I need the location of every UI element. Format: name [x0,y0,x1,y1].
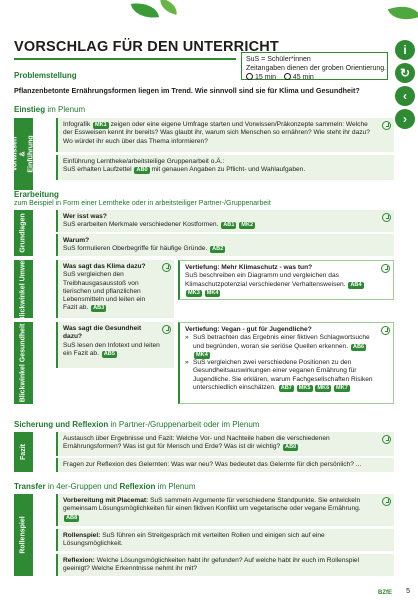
rollenspiel-label [14,494,33,576]
grundlagen-label [14,210,33,256]
title-underline [14,58,236,60]
umwelt-label [14,256,33,322]
transfer-box-reflexion [56,554,394,576]
material-tag[interactable]: AB0 [285,444,297,451]
page-title: VORSCHLAG FÜR DEN UNTERRICHT [14,39,279,55]
material-tag[interactable]: MK1 [94,122,107,128]
reflexion-title: Reflexion [119,482,156,491]
chevron-right-icon: › [403,112,407,126]
umwelt-box-klima [56,260,174,318]
material-tag[interactable]: AB5 [103,350,115,357]
chevron-left-icon: ‹ [403,89,407,103]
clock-15-icon [382,213,391,222]
transfer-subtitle: im Plenum [157,482,196,491]
box-question: Vertiefung: Vegan - gut für Jugendliche? [185,326,312,333]
material-tag[interactable]: AB4 [350,281,362,288]
box-text: Austausch über Ergebnisse und Fazit: Welche Vor- und Nachteile haben die verschiedenen Ernährungsformen? Was ist gut für Mensch und Erde? Was ist dir wichtig? [63,435,330,451]
legend-line: SuS = Schüler*innen [246,56,311,63]
box-text: SuS vergleichen zwei verschiedene Positionen zu den Gesundheitsauswirkungen einer veganen Ernährung für Jugendliche. Sie erklären, warum Fachgesellschaften Risiken unterschiedlich einschätzen. [193,359,373,392]
transfer-title: Transfer [14,482,46,491]
box-question: Was sagt das Klima dazu? [63,263,146,270]
bullet-item [185,334,375,359]
box-text: SuS betrachten das Ergebnis einer fiktiven Schlagwortsuche und begründen, woran sie seriöse Quellen erkennen. [193,334,370,350]
clock-45-icon [382,497,391,506]
box-question: Vorbereitung mit Placemat: [63,497,149,504]
material-tag[interactable]: AB7 [280,385,292,392]
clock-15-icon [162,263,171,272]
problem-question: Pflanzenbetonte Ernährungsformen liegen im Trend. Wie sinnvoll sind sie für Klima und Gesundheit? [14,86,360,95]
box-text: mit genauen Angaben zu Pflicht- und Wahlaufgaben. [151,166,306,174]
gesundheit-label-text: Blickwinkel Gesundheit [19,323,27,403]
leaf-decoration [131,0,159,20]
leaf-decoration [388,0,418,26]
reload-button[interactable] [395,63,415,83]
material-tag[interactable]: MK5 [298,385,311,392]
transfer-heading [14,482,195,491]
info-icon: i [403,43,407,57]
box-text: SuS lesen den Infotext und leiten ein Fazit ab. [63,341,160,357]
material-tag[interactable]: MK2 [241,222,254,229]
gesundheit-box-fazit [56,322,174,368]
umwelt-box-vertiefung [178,260,394,300]
legend-line: Zeitangaben dienen der groben Orientierung. [246,65,387,72]
einstieg-box-lerntheke [56,155,394,180]
material-tag[interactable]: MK4 [196,351,208,358]
material-tag[interactable]: AB1 [223,222,235,229]
material-tag[interactable]: MK4 [206,289,219,296]
info-button[interactable] [395,40,415,60]
box-question: Rollenspiel: [63,532,101,539]
einstieg-subtitle: im Plenum [47,105,86,114]
next-button[interactable] [395,109,415,129]
grundlagen-box-warum [56,234,394,256]
material-tag[interactable]: AB2 [212,246,224,253]
legend-box [241,52,388,80]
box-question: Reflexion: [63,557,95,564]
material-tag[interactable]: MK6 [317,385,330,392]
reload-icon: ↻ [399,66,411,80]
fazit-label-text: Fazit [19,444,27,460]
gesundheit-box-vertiefung [178,322,394,404]
einstieg-label-text: Vorwissen & Einführung [11,135,35,173]
box-text: zeigen oder eine eigene Umfrage starten und Vorwissen/Präkonzepte sammeln: Welche der Essweisen kennt ihr bereits? Was glaubt ihr, warum sich Menschen so ernähren? Wie steht ihr dazu? Wo würdet ihr euch über das Thema informieren? [63,121,370,145]
material-tag[interactable]: AB0 [136,167,148,174]
box-text: Fragen zur Reflexion des Gelernten: Was war neu? Was bedeutet das Gelernte für dich persönlich? ... [63,461,362,468]
box-question: Wer isst was? [63,213,107,220]
erarbeitung-subtitle: zum Beispiel in Form einer Lerntheke oder in arbeitsteiliger Partner-/Gruppenarbeit [14,200,271,207]
previous-button[interactable] [395,86,415,106]
material-tag[interactable]: MK3 [188,289,200,296]
clock-45-icon [382,121,391,130]
bzfe-logo: BZfE [378,590,392,596]
sicherung-subtitle: in Partner-/Gruppenarbeit oder im Plenum [110,420,260,429]
material-tag[interactable]: MK7 [336,385,348,392]
transfer-box-rollenspiel [56,529,394,551]
box-question: Was sagt die Gesundheit dazu? [63,325,142,341]
leaf-decoration [158,0,179,15]
transfer-box-placemat [56,494,394,526]
box-text: Welche Lösungsmöglichkeiten habt ihr gefunden? Auf welche habt ihr euch im Rollenspiel geeinigt? Welche Erkenntnisse nehmt ihr mit? [63,557,360,573]
problem-heading: Problemstellung [14,71,77,80]
box-text: Einführung Lerntheke/arbeitsteilige Gruppenarbeit o.Ä.: [63,158,225,165]
box-question: Warum? [63,237,90,244]
material-tag[interactable]: AB8 [66,514,78,521]
sicherung-heading [14,420,259,429]
einstieg-label [11,118,35,190]
fazit-label [14,432,33,472]
einstieg-title: Einstieg [14,105,46,114]
box-text: SuS vergleichen den Treibhausgasausstoß von tierischen und pflanzlichen Lebensmitteln und leiten ein Fazit ab. [63,271,146,312]
legend-times [246,73,383,82]
clock-45-icon [284,73,291,80]
rollenspiel-label-text: Rollenspiel [19,516,27,554]
box-text: SuS sammeln Argumente für verschiedene Standpunkte. Sie entwickeln gemeinsam Lösungsmöglichkeiten für einen fiktiven Konflikt um vegetarische oder vegane Ernährung. [63,497,361,513]
erarbeitung-heading: Erarbeitung [14,190,59,199]
page-number: 5 [406,588,410,595]
legend-15min: 15 min [255,74,277,81]
box-text: SuS formulieren Oberbegriffe für häufige Gründe. [63,245,208,253]
sicherung-box-austausch [56,432,394,456]
umwelt-label-text: Blickwinkel Umwelt [19,256,27,322]
material-tag[interactable]: AB6 [352,343,365,350]
box-text: SuS beschreiben ein Diagramm und vergleichen das Klimaschutzpotenzial verschiedener Verhaltensweisen. [185,272,346,288]
clock-45-icon [381,326,390,335]
einstieg-heading [14,105,85,114]
clock-15-icon [382,435,391,444]
box-text: SuS führen ein Streitgespräch mit verteilten Rollen und einigen sich auf eine Lösungsmöglichkeit. [63,532,325,548]
legend-45min: 45 min [292,74,314,81]
box-question: Vertiefung: Mehr Klimaschutz - was tun? [185,264,313,271]
clock-15-icon [246,73,253,80]
grundlagen-box-wer [56,210,394,232]
sicherung-box-reflexion [56,458,394,472]
sicherung-title: Sicherung und Reflexion [14,420,109,429]
box-text: Infografik [63,121,91,128]
clock-15-icon [162,325,171,334]
box-text: SuS erhalten Laufzettel [63,166,132,174]
gesundheit-label [14,322,33,404]
clock-45-icon [381,264,390,273]
box-text: SuS erarbeiten Merkmale verschiedener Kostformen. [63,221,219,229]
grundlagen-label-text: Grundlagen [19,213,27,253]
bullet-item [185,359,375,392]
einstieg-box-infografik [56,118,394,152]
material-tag[interactable]: AB3 [93,305,105,312]
transfer-subtitle: in 4er-Gruppen und [47,482,118,491]
